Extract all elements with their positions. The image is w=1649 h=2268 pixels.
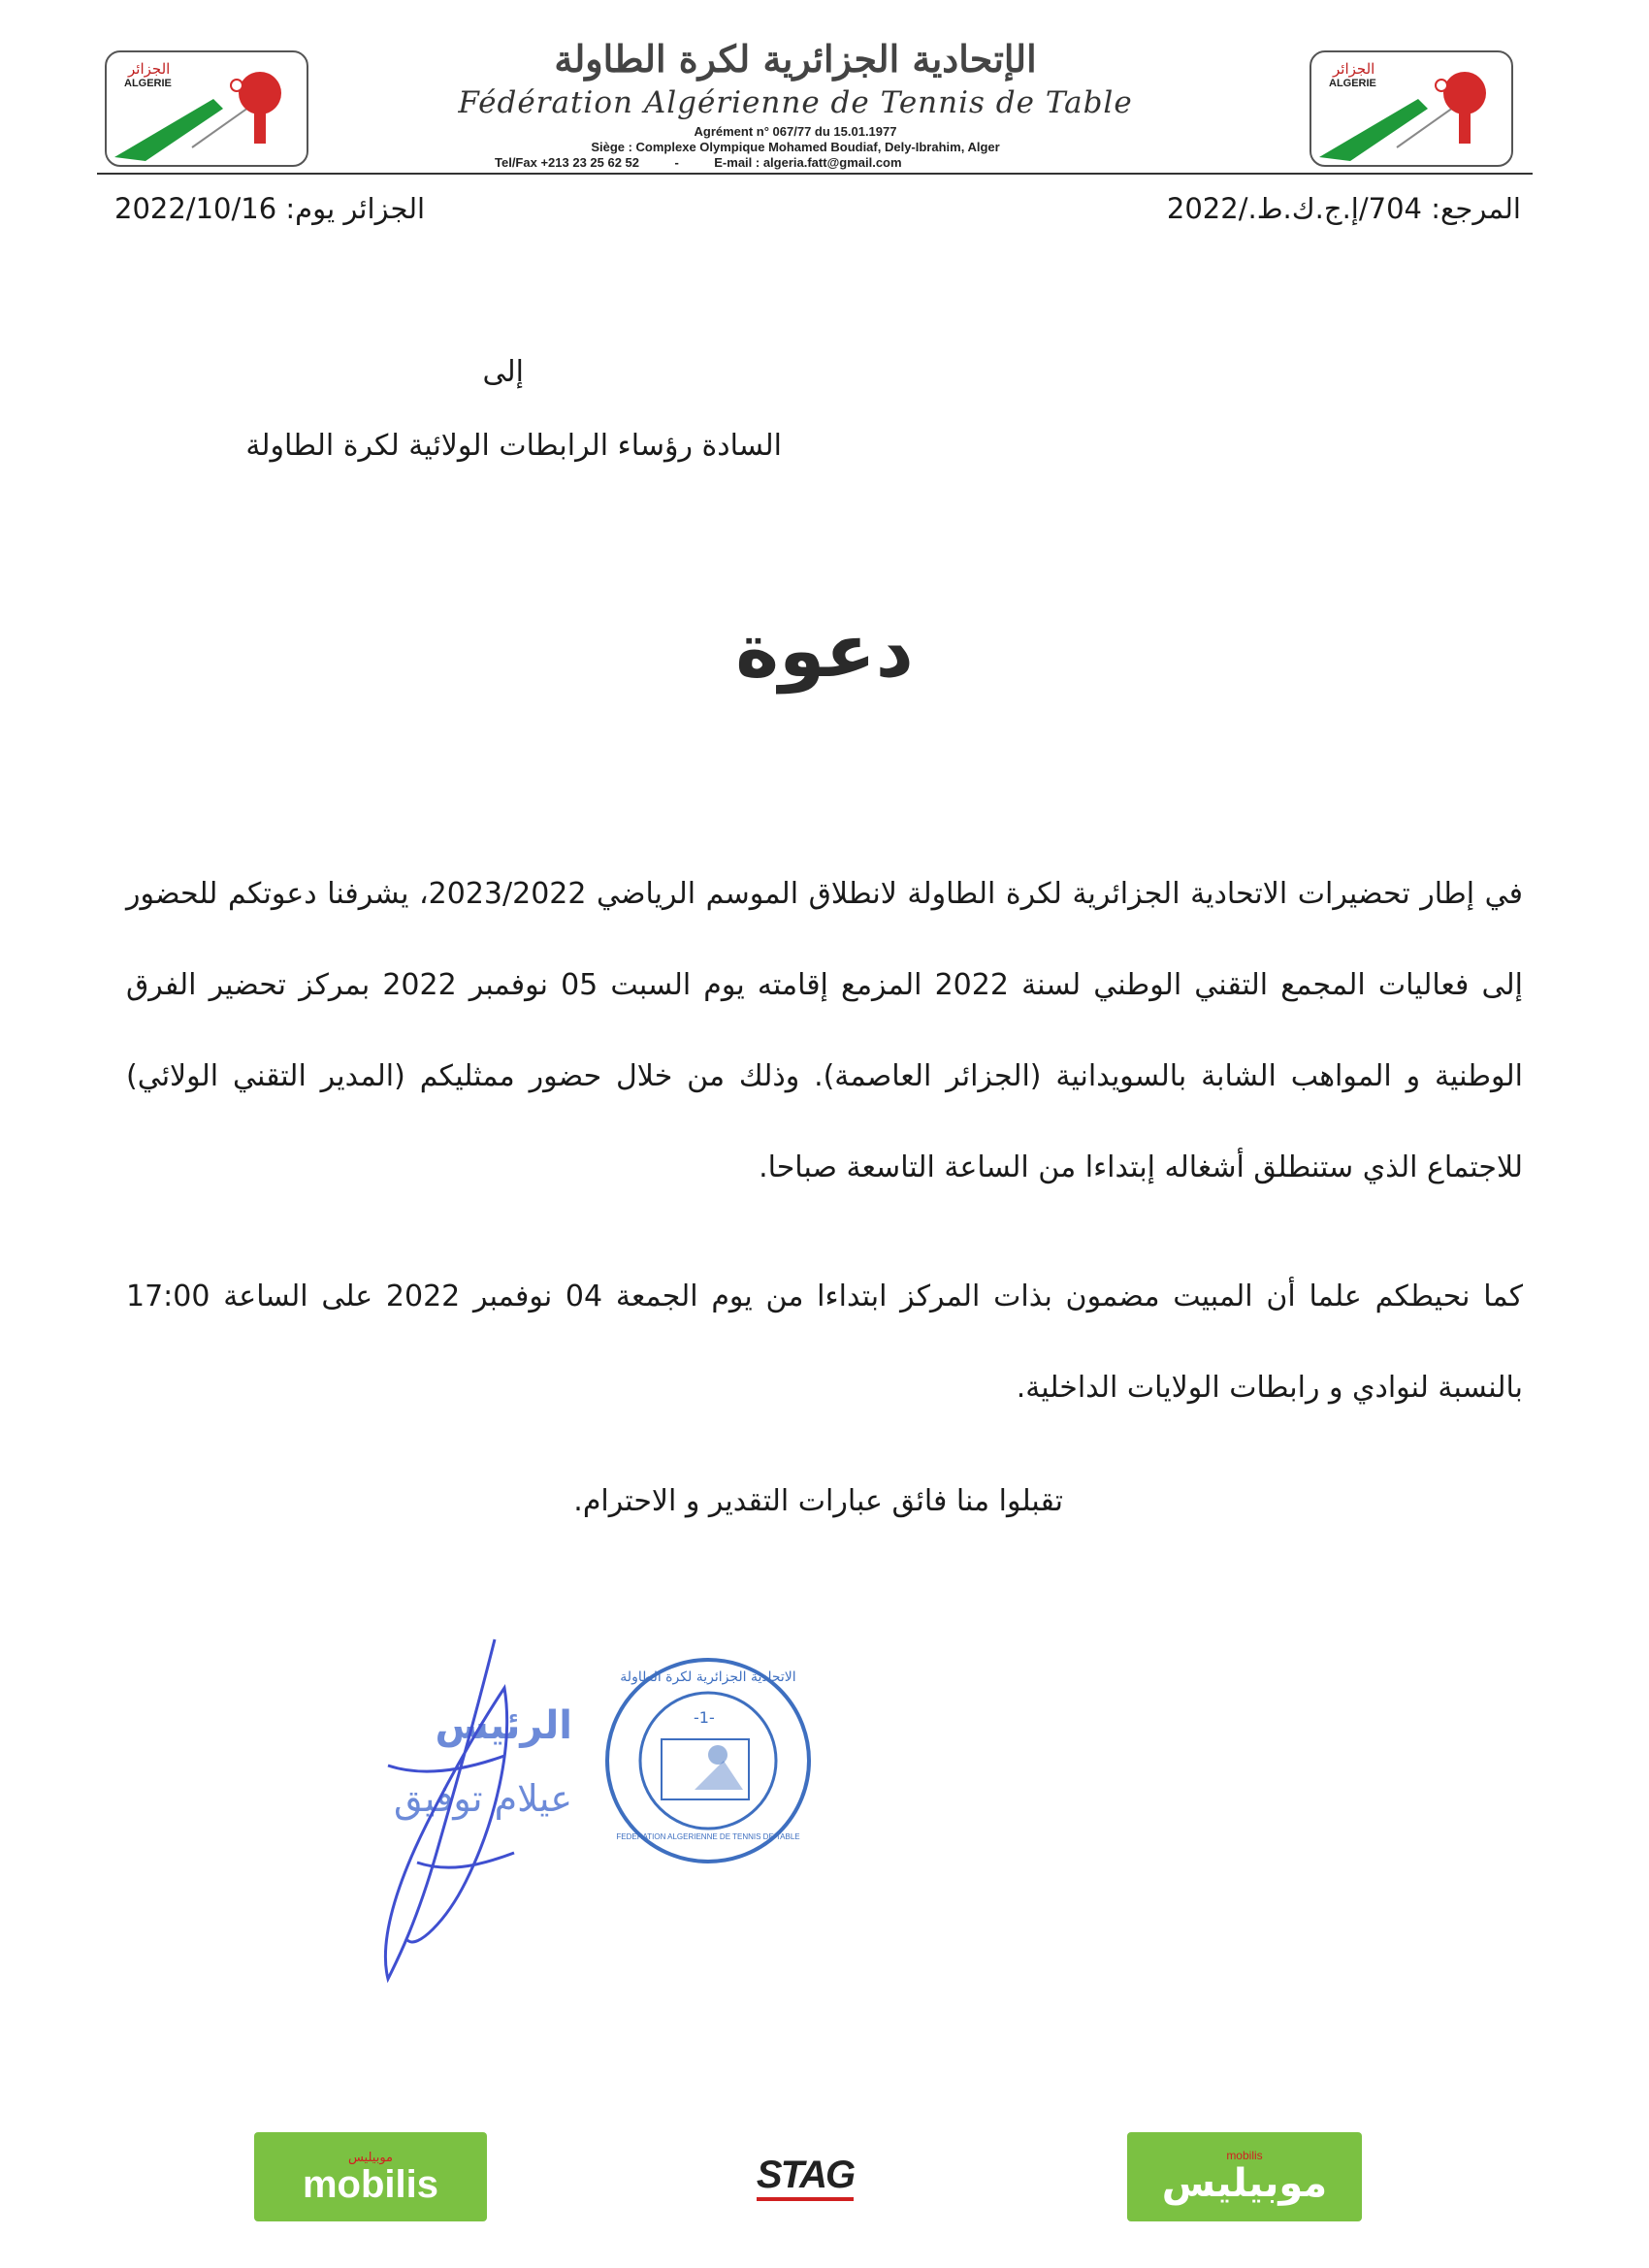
mobilis-arabic-small: موبيليس xyxy=(347,2150,394,2165)
federation-logo-left xyxy=(105,50,308,167)
telfax-text: Tel/Fax +213 23 25 62 52 xyxy=(495,155,640,170)
ping-pong-logo-icon xyxy=(1311,52,1511,165)
letter-date: الجزائر يوم: 2022/10/16 xyxy=(114,192,426,225)
header-divider xyxy=(97,173,1533,175)
closing-line: تقبلوا منا فائق عبارات التقدير و الاحترام. xyxy=(573,1484,1063,1518)
stamp-arabic-text: الاتحادية الجزائرية لكرة الطاولة xyxy=(620,1669,796,1685)
federation-logo-right xyxy=(1310,50,1513,167)
stamp-number: -1- xyxy=(694,1708,715,1727)
mobilis-latin-small: mobilis xyxy=(1226,2149,1263,2162)
body-paragraph-2: كما نحيطكم علما أن المبيت مضمون بذات المركز ابتداءا من يوم الجمعة 04 نوفمبر 2022 على الساعة 17:00 بالنسبة لنوادي و رابطات الولايات الداخلية. xyxy=(126,1280,1523,1405)
email-text: E-mail : algeria.fatt@gmail.com xyxy=(714,155,902,170)
official-stamp xyxy=(601,1654,815,1871)
stag-text: STAG xyxy=(757,2154,854,2201)
ping-pong-logo-icon xyxy=(107,52,307,165)
sponsor-mobilis-logo xyxy=(254,2132,487,2221)
mobilis-arabic-text: موبيليس xyxy=(1161,2161,1328,2206)
logo-arabic-text: الجزائر xyxy=(128,60,171,78)
recipient-to: إلى xyxy=(482,355,524,389)
document-title: دعوة xyxy=(735,607,914,694)
siege-line: Siège : Complexe Olympique Mohamed Boudiaf, Dely-Ibrahim, Alger xyxy=(591,140,1000,154)
logo-arabic-text: الجزائر xyxy=(1333,60,1375,78)
reference-number: المرجع: 704/إ.ج.ك.ط./2022 xyxy=(1166,192,1521,225)
signature-name: عيلام توفيق xyxy=(394,1777,572,1820)
federation-name-french: Fédération Algérienne de Tennis de Table xyxy=(458,85,1133,120)
stamp-french-text: FEDERATION ALGERIENNE DE TENNIS DE TABLE xyxy=(616,1832,800,1841)
signature-role: الرئيس xyxy=(435,1703,572,1748)
logo-latin-text: ALGERIE xyxy=(1329,78,1376,89)
mobilis-latin-text: mobilis xyxy=(302,2162,439,2206)
body-paragraph-1: في إطار تحضيرات الاتحادية الجزائرية لكرة الطاولة لانطلاق الموسم الرياضي 2023/2022، يشرفنا دعوتكم للحضور إلى فعاليات المجمع التقني الوطني لسنة 2022 المزمع إقامته يوم السبت 05 نوفمبر 2022 بمركز تحضير الفرق الوطنية و المواهب الشابة بالسويدانية (الجزائر العاصمة). وذلك من خلال حضور ممثليكم (المدير التقني الولائي) للاجتماع الذي ستنطلق أشغاله إبتداءا من الساعة التاسعة صباحا. xyxy=(126,877,1523,1184)
sponsor-mobilis-arabic-logo xyxy=(1127,2132,1362,2221)
contact-line: Tel/Fax +213 23 25 62 52 - E-mail : algeria.fatt@gmail.com xyxy=(495,155,902,170)
handwritten-signature xyxy=(359,1630,534,1989)
logo-latin-text: ALGERIE xyxy=(124,78,172,89)
agrement-line: Agrément n° 067/77 du 15.01.1977 xyxy=(694,124,897,139)
recipient-name: السادة رؤساء الرابطات الولائية لكرة الطاولة xyxy=(245,429,782,463)
federation-name-arabic: الإتحادية الجزائرية لكرة الطاولة xyxy=(554,37,1037,81)
sponsor-stag-logo xyxy=(718,2132,892,2221)
